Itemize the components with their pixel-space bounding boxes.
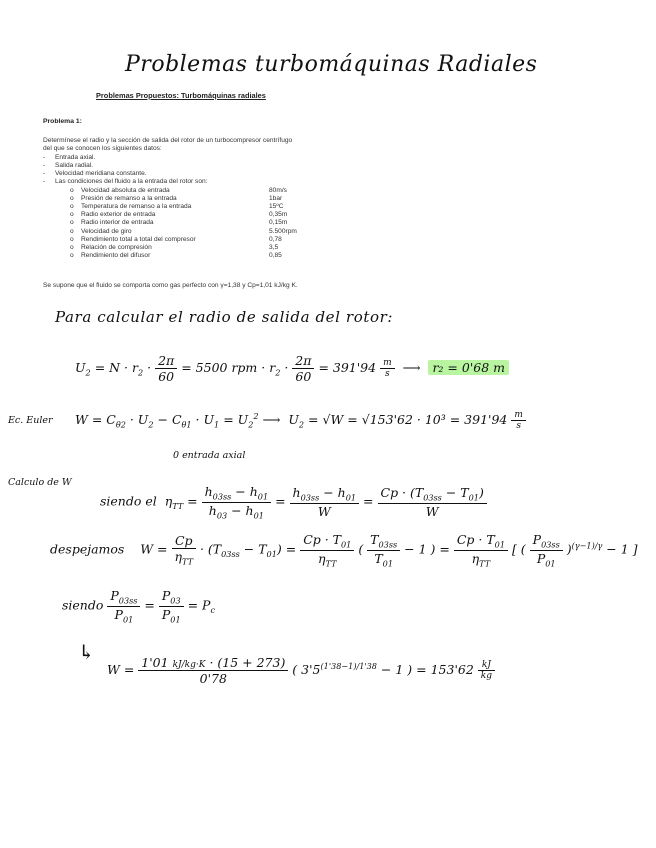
margin-label-euler: Ec. Euler <box>8 415 53 426</box>
equation-despejamos: despejamos W = $\frac{Cp}{\eta_{TT}}$ · $(T_{03ss} - T_{01})$ = $\frac{Cp \cdot T_{01}}{\eta_{TT}}$ ( $\frac{T_{03ss}}{T_{01}}$ − 1 ) = $\frac{Cp \cdot T_{01}}{\eta_{TT}}$ [ ( $\frac{P_{03ss}}{P_{01}}$ )$^{(\gamma-1)/\gamma}$ − 1 ] <box>50 532 638 568</box>
margin-label-calc-w: Calculo de W <box>8 477 72 488</box>
problem-label: Problema 1: <box>43 118 82 125</box>
condition-item: o Presión de remanso a la entrada 1bar <box>70 195 283 202</box>
subtitle: Problemas Propuestos: Turbomáquinas radiales <box>96 91 266 100</box>
condition-item: o Radio interior de entrada 0,15m <box>70 219 288 226</box>
result-r2: r₂ = 0'68 m <box>428 360 509 375</box>
equation-w-final: W = $\frac{1'01 kJ/kg\cdot K \cdot (15 + 273)}{0'78}$ ( $3'5^{(1'38-1)/1'38} - 1$ ) = 153'62 $\frac{kJ}{kg}$ <box>107 655 495 686</box>
gas-note: Se supone que el fluido se comporta como gas perfecto con γ=1,38 y Cp=1,01 kJ/kg K. <box>43 282 298 289</box>
bullet-item: - Salida radial. <box>43 162 94 169</box>
note-line-1: Para calcular el radio de salida del rotor: <box>55 308 394 326</box>
equation-siendo: siendo $\frac{P_{03ss}}{P_{01}}$ = $\frac{P_{03}}{P_{01}}$ = $P_c$ <box>62 588 216 624</box>
arrow-icon: ↳ <box>78 640 95 664</box>
problem-intro-2: del que se conocen los siguientes datos: <box>43 145 162 152</box>
equation-eta: siendo el $\eta_{TT}$ = $\frac{h_{03ss} - h_{01}}{h_{03} - h_{01}}$ = $\frac{h_{03ss} - h_{01}}{W}$ = $\frac{Cp \cdot (T_{03ss} - T_{01})}{W}$ <box>100 484 487 520</box>
condition-item: o Velocidad de giro 5.500rpm <box>70 228 297 235</box>
condition-item: o Relación de compresión 3,5 <box>70 244 279 251</box>
condition-item: o Radio exterior de entrada 0,35m <box>70 211 288 218</box>
bullet-item: - Velocidad meridiana constante. <box>43 170 147 177</box>
note-entrada-axial: 0 entrada axial <box>173 450 246 461</box>
bullet-item: - Las condiciones del fluido a la entrada del rotor son: <box>43 178 208 185</box>
condition-item: o Rendimiento total a total del compresor 0,78 <box>70 236 282 243</box>
bullet-item: - Entrada axial. <box>43 154 96 161</box>
equation-euler: $W = C_{\theta 2} \cdot U_2 - C_{\theta 1} \cdot U_1 = U_2^2$ ⟶ $U_2 = √W = √153'62 \cdot 10^3 = 391'94$ $\frac{m}{s}$ <box>75 410 526 431</box>
condition-item: o Rendimiento del difusor 0,85 <box>70 252 282 259</box>
condition-item: o Velocidad absoluta de entrada 80m/s <box>70 187 287 194</box>
equation-u2: $U_2 = N \cdot r_2$ · $\frac{2\pi}{60}$ = 5500 rpm · $r_2$ · $\frac{2\pi}{60}$ = 391'94 $\frac{m}{s}$ ⟶ r₂ = 0'68 m <box>75 353 509 384</box>
page-title: Problemas turbomáquinas Radiales <box>125 52 538 77</box>
condition-item: o Temperatura de remanso a la entrada 15ºC <box>70 203 284 210</box>
problem-intro-1: Determínese el radio y la sección de salida del rotor de un turbocompresor centrífugo <box>43 137 293 144</box>
